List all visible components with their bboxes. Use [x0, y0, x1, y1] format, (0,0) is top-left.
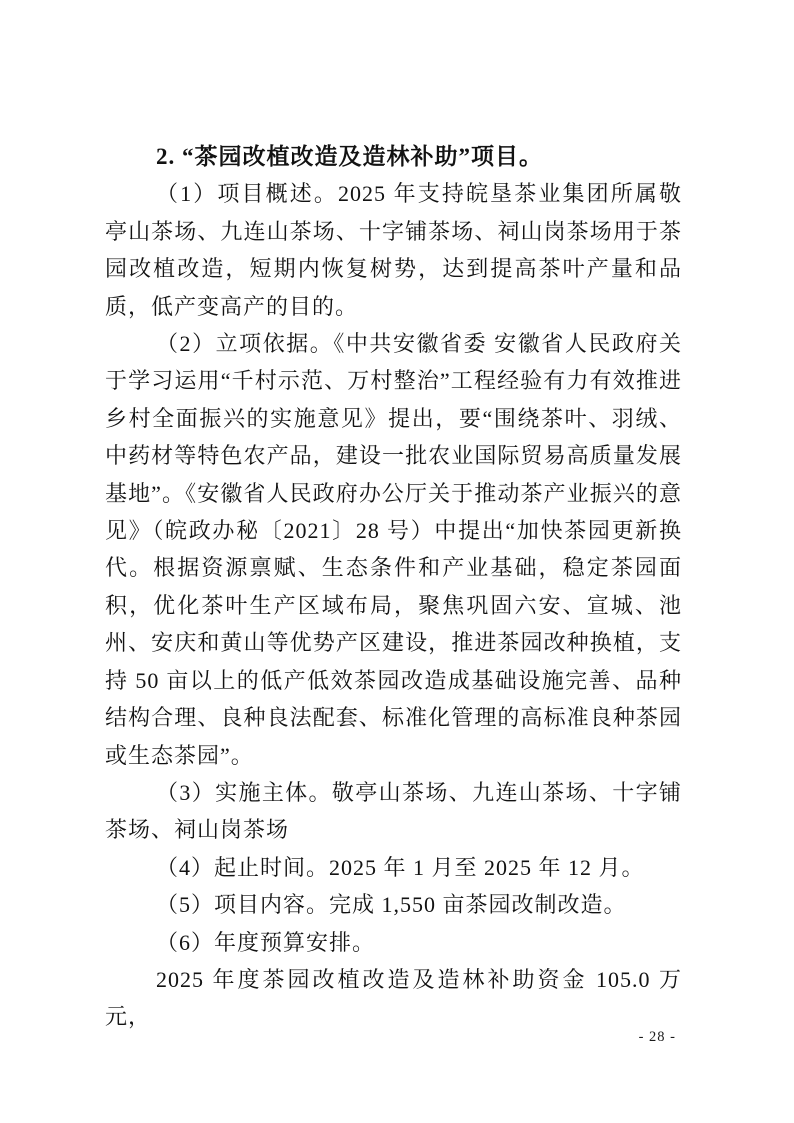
page-number: - 28 -	[638, 1029, 676, 1045]
section-heading-text: 2. “茶园改植改造及造林补助”项目。	[156, 144, 543, 169]
paragraph-project-content: （5）项目内容。完成 1,550 亩茶园改制改造。	[156, 892, 627, 918]
paragraph-implementing-entities: （3）实施主体。敬亭山茶场、九连山茶场、十字铺茶场、祠山岗茶场	[105, 779, 682, 843]
paragraph-budget-amount: 2025 年度茶园改植改造及造林补助资金 105.0 万元，	[105, 966, 682, 1030]
paragraph-project-basis: （2）立项依据。《中共安徽省委 安徽省人民政府关于学习运用“千村示范、万村整治”工程经验有力有效推进乡村全面振兴的实施意见》提出，要“围绕茶叶、羽绒、中药材等特色农产品，建设一批农业国际贸易高质量发展基地”。《安徽省人民政府办公厅关于推动茶产业振兴的意见》（皖政办秘〔2021〕28 号）中提出“加快茶园更新换代。根据资源禀赋、生态条件和产业基础，稳定茶园面积，优化茶叶生产区域布局，聚焦巩固六安、宣城、池州、安庆和黄山等优势产区建设，推进茶园改种换植，支持 50 亩以上的低产低效茶园改造成基础设施完善、品种结构合理、良种良法配套、标准化管理的高标准良种茶园或生态茶园”。	[105, 331, 682, 768]
paragraph-time-range: （4）起止时间。2025 年 1 月至 2025 年 12 月。	[156, 854, 645, 880]
paragraph-annual-budget: （6）年度预算安排。	[156, 929, 376, 955]
document-body	[105, 138, 682, 1036]
section-heading	[105, 138, 682, 175]
paragraph-project-overview: （1）项目概述。2025 年支持皖垦茶业集团所属敬亭山茶场、九连山茶场、十字铺茶场、祠山岗茶场用于茶园改植改造，短期内恢复树势，达到提高茶叶产量和品质，低产变高产的目的。	[105, 181, 682, 319]
